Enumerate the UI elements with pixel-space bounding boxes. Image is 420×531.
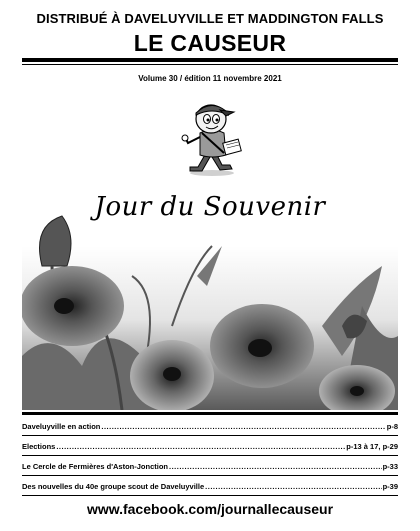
toc-item-title: Elections xyxy=(22,442,56,451)
toc-leader-dots xyxy=(205,476,381,491)
toc-item xyxy=(22,416,398,436)
toc-leader-dots xyxy=(56,436,345,451)
toc-item-title: Des nouvelles du 40e groupe scout de Daveluyville xyxy=(22,482,205,491)
toc-item-page: p-39 xyxy=(382,482,398,491)
toc-item-title: Daveluyville en action xyxy=(22,422,101,431)
toc-item-page: p-8 xyxy=(386,422,398,431)
distribution-line: DISTRIBUÉ À DAVELUYVILLE ET MADDINGTON FALLS xyxy=(36,11,384,26)
facebook-url[interactable]: www.facebook.com/journallecauseur xyxy=(86,501,334,517)
cover-headline: Jour du Souvenir xyxy=(94,192,326,222)
toc-item-page: p-13 à 17, p-29 xyxy=(346,442,398,451)
toc-item xyxy=(22,436,398,456)
edition-line: Volume 30 / édition 11 novembre 2021 xyxy=(138,74,282,83)
toc-top-divider xyxy=(22,412,398,415)
toc-item-title: Le Cercle de Fermières d'Aston-Jonction xyxy=(22,462,168,471)
header-divider xyxy=(22,58,398,62)
header-divider-thin xyxy=(22,64,398,65)
poppy-flowers-illustration xyxy=(22,206,398,410)
toc-item xyxy=(22,456,398,476)
toc-item-page: p-33 xyxy=(382,462,398,471)
toc-leader-dots xyxy=(101,416,385,431)
table-of-contents xyxy=(22,416,398,496)
toc-item xyxy=(22,476,398,496)
newspaper-boy-mascot-icon xyxy=(176,95,248,177)
toc-leader-dots xyxy=(169,456,382,471)
newspaper-title: LE CAUSEUR xyxy=(133,30,287,56)
